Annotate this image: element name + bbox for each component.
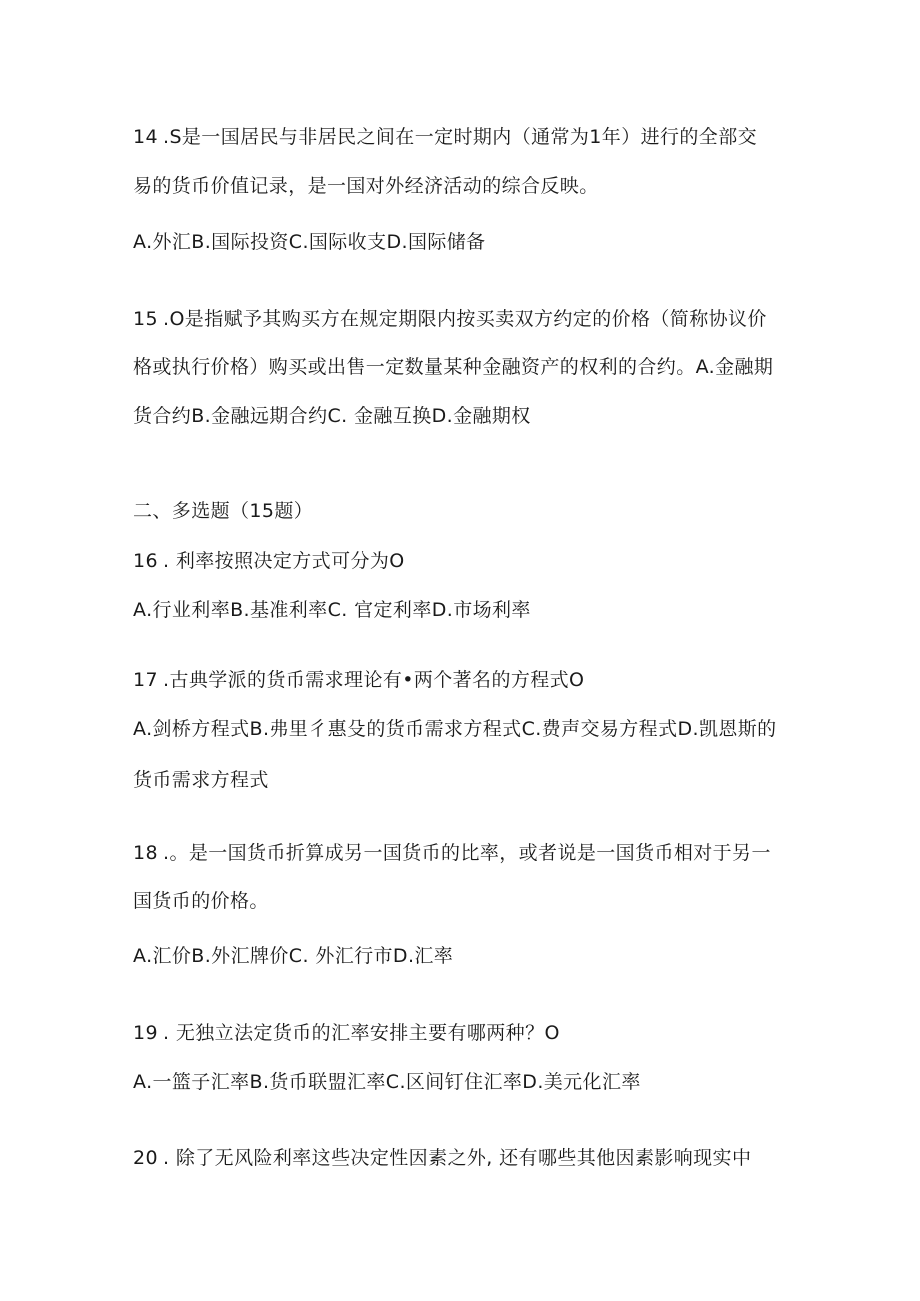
question-text: . 除了无风险利率这些决定性因素之外, 还有哪些其他因素影响现实中 (163, 1147, 752, 1169)
question-19-stem (133, 1020, 803, 1046)
question-18-stem-line-2: 国货币的价格。 (133, 890, 269, 912)
question-number: 16 (133, 550, 158, 572)
question-text: .O是指赋予其购买方在规定期限内按买卖双方约定的价格（简称协议价 (163, 308, 767, 330)
question-15-line-3: 货合约B.金融远期合约C. 金融互换D.金融期权 (133, 405, 531, 427)
question-17-options-line-2: 货币需求方程式 (133, 769, 269, 791)
question-text: .古典学派的货币需求理论有•两个著名的方程式O (163, 669, 585, 691)
question-text: .S是一国居民与非居民之间在一定时期内（通常为1年）进行的全部交 (163, 126, 757, 148)
question-17-stem (133, 667, 803, 693)
question-14-options: A.外汇B.国际投资C.国际收支D.国际储备 (133, 231, 486, 253)
question-15-line-1 (133, 306, 803, 332)
question-16-stem (133, 548, 803, 574)
question-number: 18 (133, 842, 158, 864)
question-number: 15 (133, 308, 158, 330)
question-19-options: A.一篮子汇率B.货币联盟汇率C.区间钉住汇率D.美元化汇率 (133, 1071, 641, 1093)
question-text: .。是一国货币折算成另一国货币的比率，或者说是一国货币相对于另一 (163, 842, 771, 864)
question-text: . 无独立法定货币的汇率安排主要有哪两种？O (163, 1022, 560, 1044)
question-number: 17 (133, 669, 158, 691)
question-number: 19 (133, 1022, 158, 1044)
question-20-stem (133, 1145, 803, 1171)
question-18-options: A.汇价B.外汇牌价C. 外汇行市D.汇率 (133, 945, 454, 967)
question-number: 20 (133, 1147, 158, 1169)
question-17-options-line-1: A.剑桥方程式B.弗里彳惠殳的货币需求方程式C.费声交易方程式D.凯恩斯的 (133, 718, 777, 740)
question-text: . 利率按照决定方式可分为O (163, 550, 405, 572)
question-14-line-2: 易的货币价值记录，是一国对外经济活动的综合反映。 (133, 175, 599, 197)
question-number: 14 (133, 126, 158, 148)
question-16-options: A.行业利率B.基准利率C. 官定利率D.市场利率 (133, 599, 531, 621)
question-15-line-2: 格或执行价格）购买或出售一定数量某种金融资产的权利的合约。A.金融期 (133, 356, 774, 378)
section-heading: 二、多选题（15题） (133, 500, 314, 522)
question-18-stem-line-1 (133, 840, 803, 866)
question-14-line-1 (133, 124, 803, 150)
